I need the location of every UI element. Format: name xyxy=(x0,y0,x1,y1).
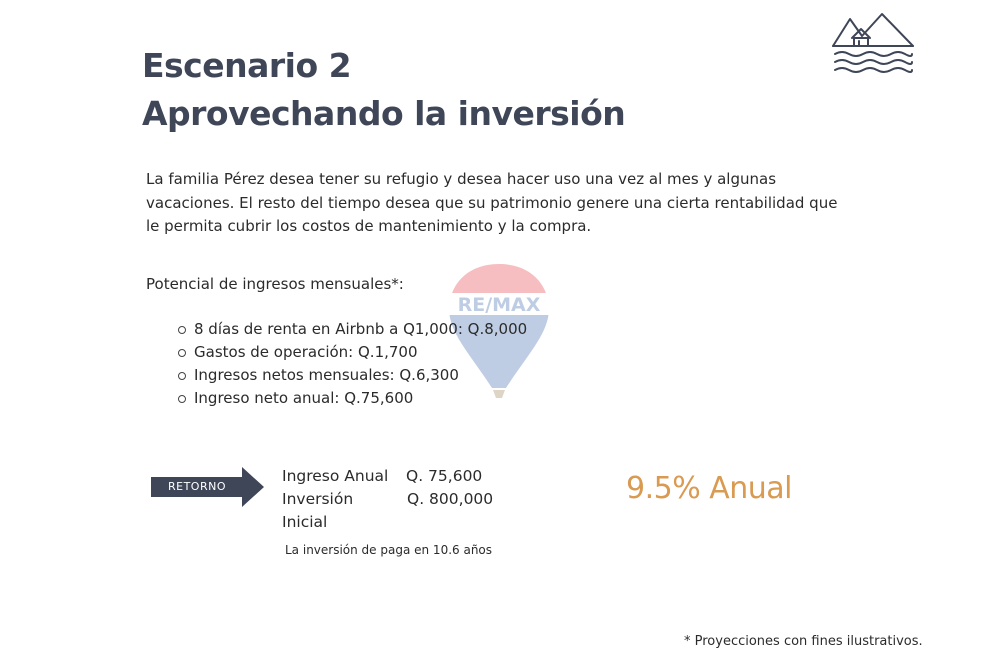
page-title xyxy=(142,42,625,138)
list-item xyxy=(176,341,527,364)
list-item xyxy=(176,318,527,341)
watermark-text: RE/MAX xyxy=(457,294,541,316)
list-item xyxy=(176,387,527,410)
payback-note: La inversión de paga en 10.6 años xyxy=(285,543,493,557)
income-list xyxy=(176,318,527,410)
return-table xyxy=(282,465,493,534)
title-line-2: Aprovechando la inversión xyxy=(142,94,626,133)
title-line-1: Escenario 2 xyxy=(142,46,352,85)
return-row-annual-income xyxy=(282,465,493,488)
return-row-initial-investment xyxy=(282,488,493,534)
mountain-house-waves-logo-icon xyxy=(830,12,916,76)
hollow-circle-bullet-icon xyxy=(178,349,186,357)
footnote: * Proyecciones con fines ilustrativos. xyxy=(684,634,923,649)
return-row-value: Q. 75,600 xyxy=(406,467,483,485)
list-item-text: Ingreso neto anual: Q.75,600 xyxy=(194,389,414,407)
hollow-circle-bullet-icon xyxy=(178,395,186,403)
list-item-text: 8 días de renta en Airbnb a Q1,000: Q.8,000 xyxy=(194,320,528,338)
return-row-label: Ingreso Anual xyxy=(282,467,389,485)
list-item-text: Ingresos netos mensuales: Q.6,300 xyxy=(194,366,459,384)
potential-heading: Potencial de ingresos mensuales*: xyxy=(146,275,404,293)
intro-paragraph: La familia Pérez desea tener su refugio y desea hacer uso una vez al mes y algunas vacaciones. El resto del tiempo desea que su patrimonio genere una cierta rentabilidad que le permita cubrir los costos de mantenimiento y la compra. xyxy=(146,170,838,235)
hollow-circle-bullet-icon xyxy=(178,372,186,380)
list-item xyxy=(176,364,527,387)
return-row-label: Inversión Inicial xyxy=(282,490,354,531)
return-row-value: Q. 800,000 xyxy=(407,490,494,508)
annual-rate: 9.5% Anual xyxy=(626,471,793,506)
retorno-label: RETORNO xyxy=(167,480,226,493)
hollow-circle-bullet-icon xyxy=(178,326,186,334)
list-item-text: Gastos de operación: Q.1,700 xyxy=(194,343,418,361)
